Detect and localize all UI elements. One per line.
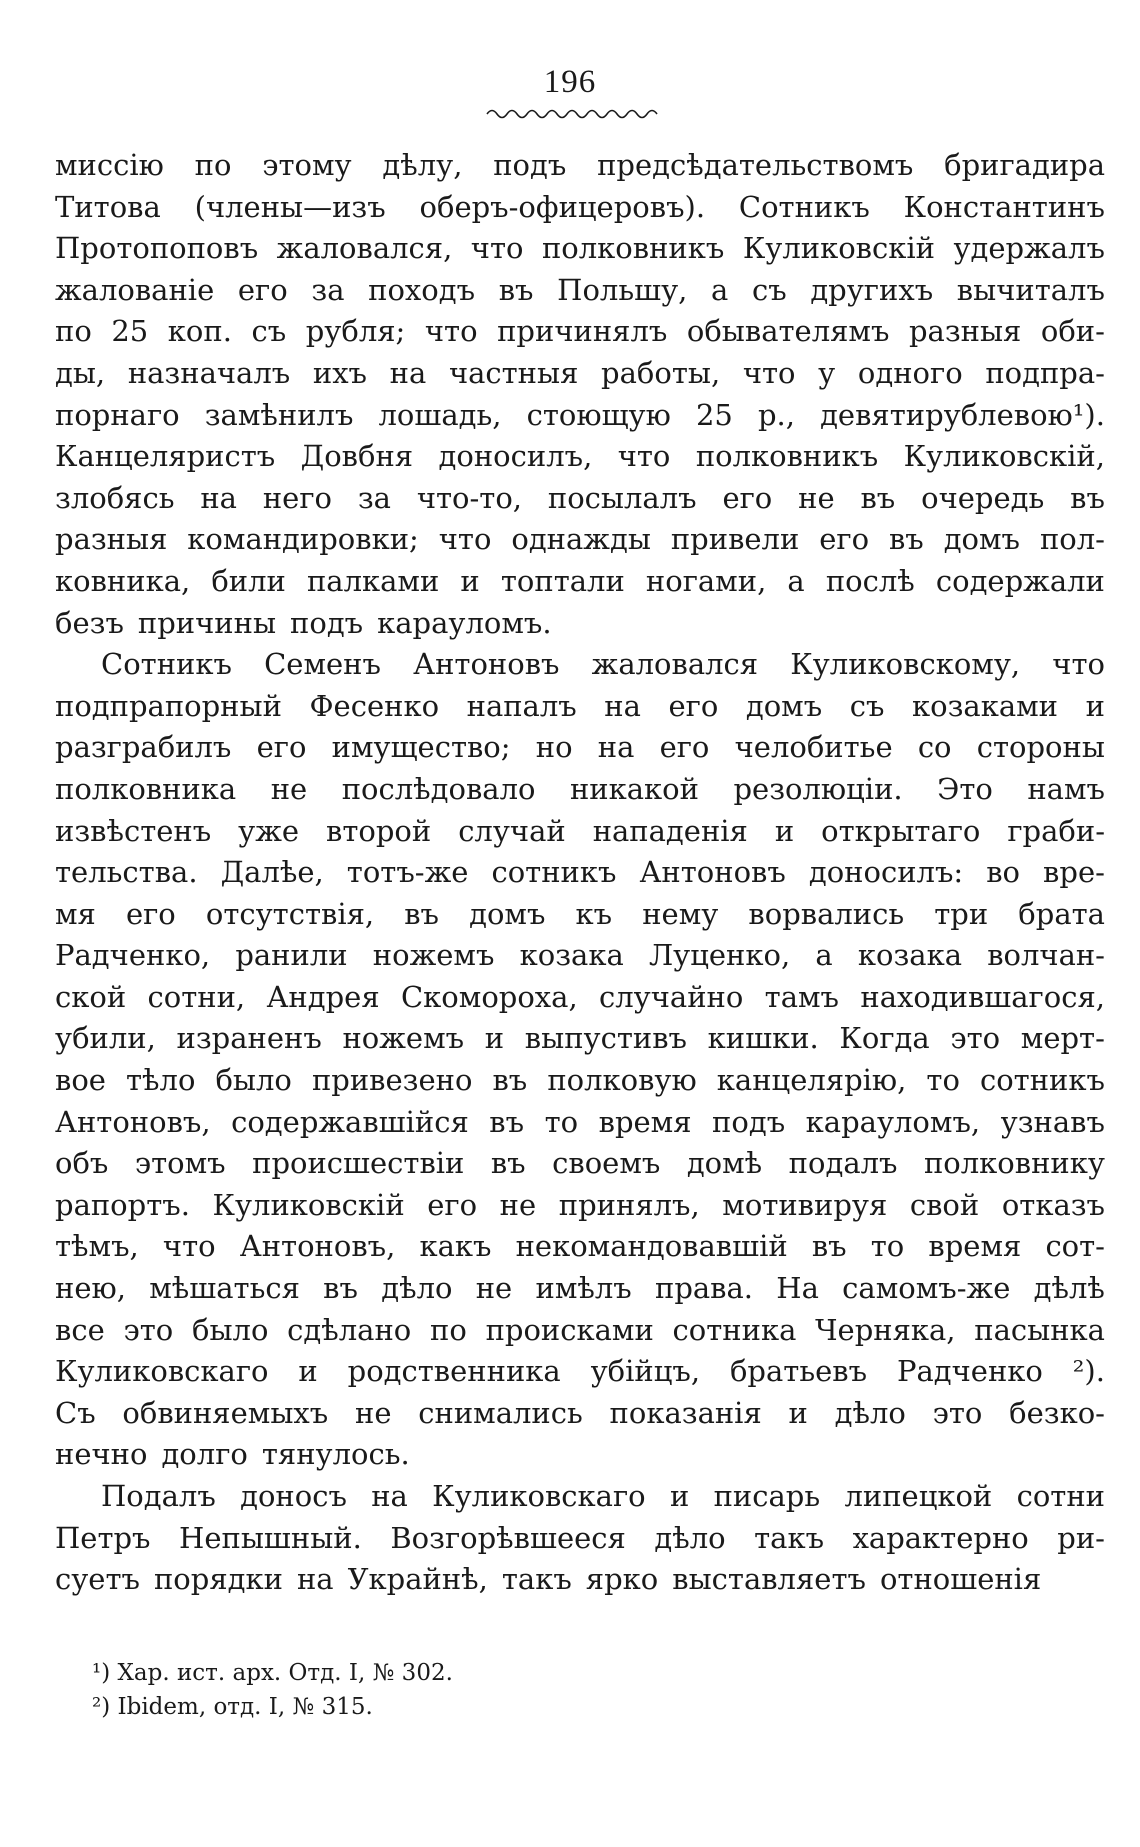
footnote: [92, 1656, 792, 1690]
text-line: подпрапорный Фесенко напалъ на его домъ съ козаками и: [55, 688, 1105, 723]
text-line: Антоновъ, содержавшійся въ то время подъ карауломъ, узнавъ: [55, 1104, 1105, 1139]
text-line: ды, назначалъ ихъ на частныя работы, что у одного подпра-: [55, 355, 1105, 390]
text-line: Петръ Непышный. Возгорѣвшееся дѣло такъ характерно ри-: [55, 1520, 1105, 1555]
text-line: порнаго замѣнилъ лошадь, стоющую 25 р., девятирублевою¹).: [55, 397, 1105, 432]
text-line: суетъ порядки на Украйнѣ, такъ ярко выставляетъ отношенія: [55, 1562, 1042, 1597]
text-line: мя его отсутствія, въ домъ къ нему ворвались три брата: [55, 896, 1105, 931]
text-line: миссію по этому дѣлу, подъ предсѣдательствомъ бригадира: [55, 148, 1105, 182]
text-line: убили, израненъ ножемъ и выпустивъ кишки. Когда это мерт-: [55, 1021, 1105, 1056]
footnotes: [92, 1656, 792, 1724]
text-line: рапортъ. Куликовскій его не принялъ, мотивируя свой отказъ: [55, 1187, 1105, 1222]
footnote: [92, 1690, 792, 1724]
text-line: Канцеляристъ Довбня доносилъ, что полковникъ Куликовскій,: [55, 439, 1105, 474]
text-line: жалованіе его за походъ въ Польшу, а съ другихъ вычиталъ: [55, 272, 1105, 307]
text-line: ской сотни, Андрея Скоморохa, случайно тамъ находившагося,: [55, 979, 1105, 1014]
text-line: нею, мѣшаться въ дѣло не имѣлъ права. На самомъ-же дѣлѣ: [55, 1271, 1105, 1306]
footnote-text: Ibidem, отд. I, № 315.: [117, 1694, 373, 1720]
text-line: извѣстенъ уже второй случай нападенія и открытаго граби-: [55, 813, 1105, 848]
text-line: Куликовскаго и родственника убійцъ, братьевъ Радченко ²).: [55, 1354, 1105, 1389]
text-line: Съ обвиняемыхъ не снимались показанія и дѣло это безко-: [55, 1395, 1105, 1430]
text-line: Сотникъ Семенъ Антоновъ жаловался Куликовскому, что: [101, 647, 1105, 682]
text-line: разныя командировки; что однажды привели его въ домъ пол-: [55, 522, 1105, 557]
text-line: тѣмъ, что Антоновъ, какъ некомандовавшій въ то время сот-: [55, 1229, 1105, 1264]
text-line: разграбилъ его имущество; но на его челобитье со стороны: [55, 730, 1105, 765]
text-line: полковника не послѣдовало никакой резолюціи. Это намъ: [55, 771, 1105, 806]
text-line: тельства. Далѣе, тотъ-же сотникъ Антоновъ доносилъ: во вре-: [55, 855, 1105, 890]
footnote-mark: ²): [92, 1694, 118, 1720]
text-line: безъ причины подъ карауломъ.: [55, 605, 552, 640]
footnote-text: Хар. ист. арх. Отд. I, № 302.: [117, 1660, 453, 1686]
text-line: Протопоповъ жаловался, что полковникъ Куликовскій удержалъ: [55, 231, 1105, 266]
text-line: вое тѣло было привезено въ полковую канцелярію, то сотникъ: [55, 1063, 1105, 1098]
text-line: злобясь на него за что-то, посылалъ его не въ очередь въ: [55, 480, 1105, 515]
text-line: нечно долго тянулось.: [55, 1437, 410, 1472]
page-number: 196: [543, 64, 597, 100]
text-line: Титова (члены—изъ оберъ-офицеровъ). Сотникъ Константинъ: [55, 189, 1105, 224]
page-header: [0, 64, 1140, 101]
text-line: объ этомъ происшествіи въ своемъ домѣ подалъ полковнику: [55, 1146, 1105, 1181]
text-line: ковника, били палками и топтали ногами, а послѣ содержали: [55, 563, 1105, 598]
text-line: по 25 коп. съ рубля; что причинялъ обывателямъ разныя оби-: [55, 314, 1105, 349]
body-text: [55, 145, 1105, 1601]
text-line: Подалъ доносъ на Куликовскаго и писарь липецкой сотни: [101, 1479, 1105, 1513]
text-line: Радченко, ранили ножемъ козака Луценко, а козака волчан-: [55, 938, 1105, 973]
footnote-mark: ¹): [92, 1660, 118, 1686]
text-line: все это было сдѣлано по происками сотника Черняка, пасынка: [55, 1312, 1105, 1347]
wavy-rule-ornament: [485, 104, 660, 120]
